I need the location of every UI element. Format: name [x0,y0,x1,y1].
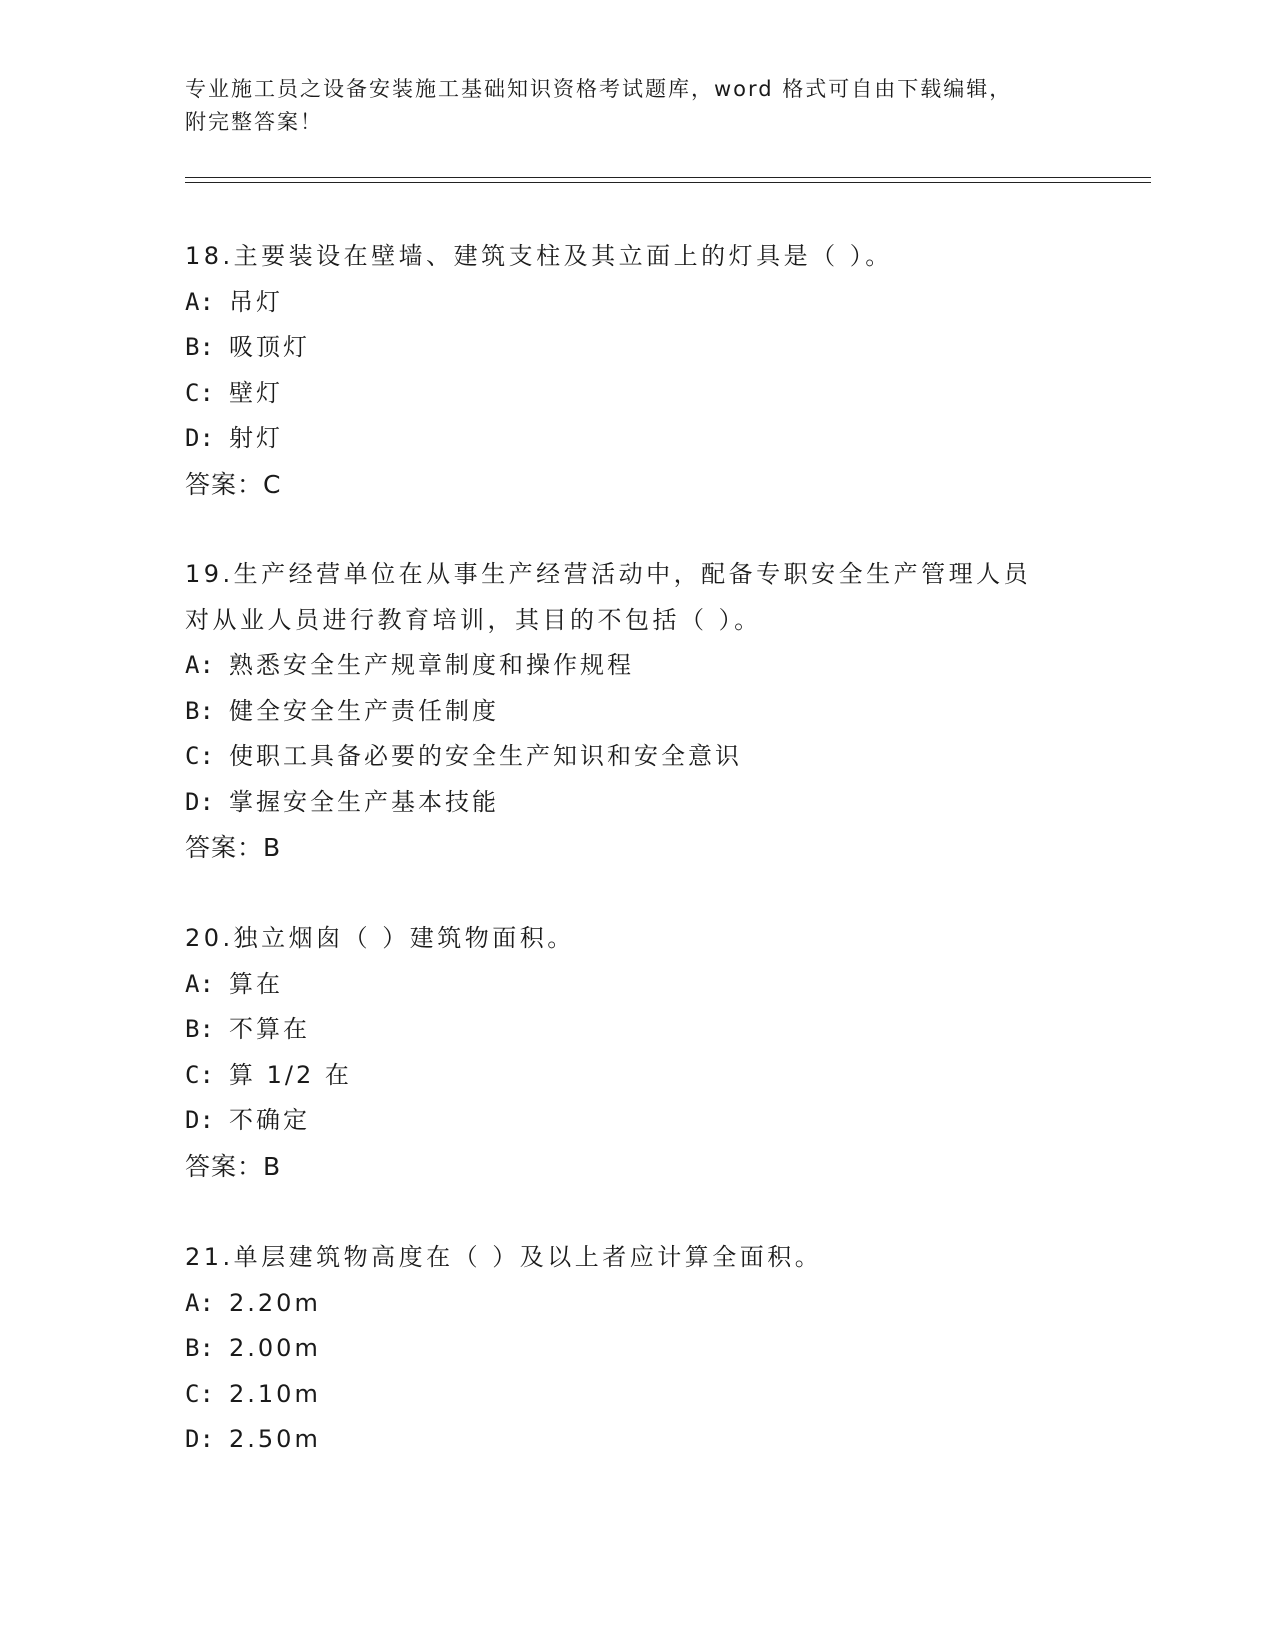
header-rule-top [185,177,1151,178]
question-stem: 20.独立烟囱（ ）建筑物面积。 [185,924,575,952]
option-d [185,416,1085,462]
document-header-text: 专业施工员之设备安装施工基础知识资格考试题库，word 格式可自由下载编辑， 附完整答案！ [185,77,1013,134]
option-text: 不算在 [229,1015,310,1043]
header-rule-bottom [185,182,1151,183]
option-a [185,962,1085,1008]
question-21 [185,1235,1085,1463]
option-letter: D: [185,1425,214,1453]
option-c [185,734,1085,780]
option-text: 算 1/2 在 [229,1060,352,1089]
option-d [185,1098,1085,1144]
option-text: 使职工具备必要的安全生产知识和安全意识 [229,742,742,770]
option-text: 2.10m [229,1379,321,1408]
option-c [185,371,1085,417]
option-b [185,1326,1085,1372]
option-b [185,689,1085,735]
option-letter: B: [185,333,214,361]
option-text: 掌握安全生产基本技能 [229,787,499,816]
option-letter: B: [185,1334,214,1362]
option-text: 健全安全生产责任制度 [229,696,499,725]
option-text: 壁灯 [229,378,283,407]
answer-line: 答案：B [185,1151,282,1181]
option-b [185,325,1085,371]
option-text: 不确定 [229,1106,310,1134]
option-d [185,1417,1085,1463]
question-18 [185,234,1085,507]
option-letter: B: [185,696,214,725]
option-letter: C: [185,1060,214,1089]
option-letter: A: [185,1288,214,1317]
option-text: 熟悉安全生产规章制度和操作规程 [229,651,634,679]
option-c [185,1053,1085,1099]
option-text: 2.50m [229,1425,321,1453]
option-text: 射灯 [229,424,283,452]
option-letter: A: [185,287,214,316]
question-20 [185,916,1085,1189]
option-letter: D: [185,424,214,452]
option-letter: C: [185,1379,214,1408]
option-text: 2.00m [229,1334,321,1362]
option-text: 吸顶灯 [229,333,310,361]
answer-line: 答案：B [185,833,282,862]
option-a [185,280,1085,326]
option-text: 算在 [229,969,283,998]
option-a [185,1281,1085,1327]
option-letter: B: [185,1015,214,1043]
option-letter: C: [185,378,214,407]
option-letter: C: [185,742,214,770]
option-text: 2.20m [229,1288,321,1317]
option-a [185,643,1085,689]
option-d [185,780,1085,826]
question-19 [185,552,1085,871]
option-letter: A: [185,969,214,998]
question-stem: 21.单层建筑物高度在（ ）及以上者应计算全面积。 [185,1243,823,1271]
option-c [185,1372,1085,1418]
question-stem: 19.生产经营单位在从事生产经营活动中，配备专职安全生产管理人员 对从业人员进行教育培训，其目的不包括（ ）。 [185,560,1032,634]
question-stem: 18.主要装设在壁墙、建筑支柱及其立面上的灯具是（ ）。 [185,242,893,270]
option-b [185,1007,1085,1053]
option-letter: A: [185,651,214,679]
answer-line: 答案：C [185,469,282,499]
option-text: 吊灯 [229,287,283,316]
option-letter: D: [185,787,214,816]
option-letter: D: [185,1106,214,1134]
